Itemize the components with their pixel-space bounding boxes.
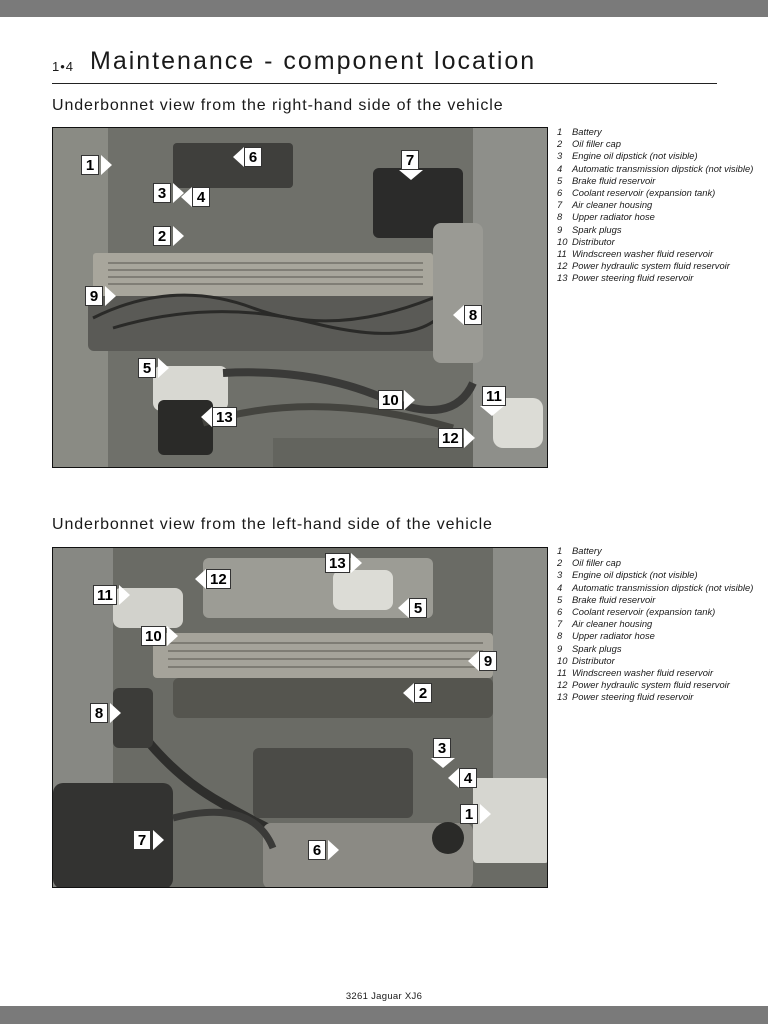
legend-left-hand-item-number: 11 [557, 667, 567, 679]
left-hand-callout-arrow [431, 758, 455, 768]
legend-left-hand-item-text: Power steering fluid reservoir [572, 691, 694, 703]
legend-right-hand-item-number: 4 [557, 162, 563, 174]
legend-right-hand-item-2 [557, 138, 757, 150]
right-hand-callout-arrow [201, 407, 212, 427]
legend-left-hand-item-number: 1 [557, 545, 563, 556]
right-hand-callout-number: 5 [138, 358, 156, 378]
engine-photo-right-hand [52, 127, 548, 468]
legend-right-hand-item-9 [557, 224, 757, 236]
legend-right-hand-item-10 [557, 236, 757, 248]
page-header [52, 47, 717, 84]
left-hand-callout-arrow [403, 683, 414, 703]
legend-right-hand-item-number: 10 [557, 235, 568, 247]
legend-left-hand-item-number: 4 [557, 581, 563, 593]
left-hand-callout-number: 6 [308, 840, 326, 860]
legend-right-hand-item-4 [557, 163, 757, 175]
legend-right-hand-item-12 [557, 260, 757, 272]
legend-left-hand-item-text: Engine oil dipstick (not visible) [572, 569, 698, 581]
right-hand-callout-arrow [233, 147, 244, 167]
right-hand-callout-arrow [105, 286, 116, 306]
legend-left-hand-item-number: 5 [557, 593, 563, 605]
legend-left-hand-item-text: Power hydraulic system fluid reservoir [572, 679, 730, 691]
top-bar [0, 0, 768, 17]
legend-left-hand-item-9 [557, 643, 757, 655]
legend-left-hand-item-number: 3 [557, 569, 563, 581]
left-hand-callout-number: 10 [141, 626, 166, 646]
legend-left-hand-item-number: 13 [557, 691, 568, 703]
legend-right-hand-item-8 [557, 211, 757, 223]
legend-right-hand-item-text: Power steering fluid reservoir [572, 272, 694, 284]
legend-left-hand-item-7 [557, 618, 757, 630]
legend-right-hand-item-7 [557, 199, 757, 211]
left-hand-callout-arrow [167, 626, 178, 646]
right-hand-callout-number: 1 [81, 155, 99, 175]
right-hand-callout-arrow [158, 358, 169, 378]
left-hand-callout-arrow [480, 804, 491, 824]
legend-left-hand-item-number: 7 [557, 618, 563, 630]
legend-right-hand-item-text: Spark plugs [572, 223, 622, 235]
left-hand-callout-arrow [119, 585, 130, 605]
legend-left-hand-item-1 [557, 545, 757, 557]
page-number: 1•4 [52, 59, 75, 74]
legend-right-hand-item-text: Brake fluid reservoir [572, 174, 656, 186]
right-hand-callout-number: 11 [482, 386, 506, 406]
legend-right-hand-item-text: Oil filler cap [572, 138, 621, 150]
bottom-bar [0, 1006, 768, 1024]
legend-right-hand-item-1 [557, 126, 757, 138]
legend-right-hand-item-text: Coolant reservoir (expansion tank) [572, 187, 716, 199]
legend-right-hand-item-text: Windscreen washer fluid reservoir [572, 248, 714, 260]
right-hand-callout-number: 10 [378, 390, 403, 410]
left-hand-callout-number: 9 [479, 651, 497, 671]
legend-left-hand-item-text: Windscreen washer fluid reservoir [572, 667, 714, 679]
left-hand-callout-number: 12 [206, 569, 231, 589]
left-hand-callout-arrow [153, 830, 164, 850]
engine-photo-right-hand-illustration [53, 128, 548, 468]
legend-left-hand-item-2 [557, 557, 757, 569]
right-hand-callout-number: 2 [153, 226, 171, 246]
legend-right-hand-item-text: Power hydraulic system fluid reservoir [572, 260, 730, 272]
legend-left-hand-item-text: Brake fluid reservoir [572, 593, 656, 605]
legend-left-hand-item-10 [557, 655, 757, 667]
legend-right-hand-item-3 [557, 150, 757, 162]
right-hand-callout-number: 13 [212, 407, 237, 427]
right-hand-callout-number: 4 [192, 187, 210, 207]
legend-right-hand-item-text: Upper radiator hose [572, 211, 655, 223]
right-hand-callout-arrow [464, 428, 475, 448]
legend-right-hand-item-number: 6 [557, 187, 563, 199]
right-hand-callout-arrow [101, 155, 112, 175]
page-footer: 3261 Jaguar XJ6 [345, 991, 423, 1002]
legend-right-hand-item-number: 9 [557, 223, 563, 235]
legend-left-hand-item-number: 9 [557, 642, 563, 654]
legend-right-hand-item-number: 13 [557, 272, 568, 284]
left-hand-callout-number: 8 [90, 703, 108, 723]
legend-right-hand-item-text: Distributor [572, 235, 615, 247]
legend-right-hand-item-13 [557, 272, 757, 284]
left-hand-callout-arrow [468, 651, 479, 671]
legend-right-hand [557, 126, 757, 285]
legend-right-hand-item-text: Air cleaner housing [572, 199, 653, 211]
legend-right-hand-item-11 [557, 248, 757, 260]
left-hand-callout-number: 4 [459, 768, 477, 788]
legend-left-hand [557, 545, 757, 704]
legend-left-hand-item-11 [557, 667, 757, 679]
section-title-left-hand: Underbonnet view from the left-hand side of the vehicle [52, 516, 493, 533]
legend-right-hand-item-text: Automatic transmission dipstick (not visible) [572, 162, 754, 174]
right-hand-callout-arrow [173, 226, 184, 246]
left-hand-callout-number: 3 [433, 738, 451, 758]
left-hand-callout-number: 2 [414, 683, 432, 703]
left-hand-callout-number: 1 [460, 804, 478, 824]
legend-left-hand-item-text: Battery [572, 545, 602, 556]
legend-right-hand-item-number: 11 [557, 248, 567, 260]
legend-right-hand-item-number: 7 [557, 199, 563, 211]
legend-left-hand-item-text: Coolant reservoir (expansion tank) [572, 606, 716, 618]
right-hand-callout-number: 9 [85, 286, 103, 306]
legend-left-hand-item-number: 10 [557, 654, 568, 666]
right-hand-callout-number: 12 [438, 428, 463, 448]
engine-photo-left-hand [52, 547, 548, 888]
legend-right-hand-item-number: 1 [557, 126, 563, 137]
right-hand-callout-arrow [404, 390, 415, 410]
page-title: Maintenance - component location [90, 47, 537, 75]
legend-left-hand-item-3 [557, 569, 757, 581]
legend-left-hand-item-text: Upper radiator hose [572, 630, 655, 642]
legend-left-hand-item-6 [557, 606, 757, 618]
left-hand-callout-number: 5 [409, 598, 427, 618]
left-hand-callout-arrow [195, 569, 206, 589]
right-hand-callout-arrow [399, 170, 423, 180]
left-hand-callout-arrow [328, 840, 339, 860]
legend-left-hand-item-4 [557, 582, 757, 594]
right-hand-callout-number: 6 [244, 147, 262, 167]
legend-left-hand-item-8 [557, 630, 757, 642]
legend-left-hand-item-13 [557, 691, 757, 703]
legend-right-hand-item-6 [557, 187, 757, 199]
left-hand-callout-number: 7 [133, 830, 151, 850]
legend-right-hand-item-text: Engine oil dipstick (not visible) [572, 150, 698, 162]
legend-left-hand-item-number: 12 [557, 679, 568, 691]
right-hand-callout-arrow [181, 187, 192, 207]
right-hand-callout-number: 7 [401, 150, 419, 170]
legend-left-hand-item-text: Spark plugs [572, 642, 622, 654]
legend-left-hand-item-number: 6 [557, 606, 563, 618]
legend-left-hand-item-number: 8 [557, 630, 563, 642]
legend-left-hand-item-5 [557, 594, 757, 606]
left-hand-callout-arrow [448, 768, 459, 788]
left-hand-callout-arrow [351, 553, 362, 573]
legend-right-hand-item-number: 8 [557, 211, 563, 223]
legend-left-hand-item-text: Automatic transmission dipstick (not visible) [572, 581, 754, 593]
right-hand-callout-number: 8 [464, 305, 482, 325]
legend-right-hand-item-5 [557, 175, 757, 187]
right-hand-callout-arrow [480, 406, 504, 416]
legend-left-hand-item-12 [557, 679, 757, 691]
legend-left-hand-item-text: Air cleaner housing [572, 618, 653, 630]
legend-left-hand-item-text: Distributor [572, 654, 615, 666]
left-hand-callout-number: 13 [325, 553, 350, 573]
right-hand-callout-number: 3 [153, 183, 171, 203]
legend-right-hand-item-number: 5 [557, 174, 563, 186]
legend-right-hand-item-number: 3 [557, 150, 563, 162]
section-title-right-hand: Underbonnet view from the right-hand side of the vehicle [52, 97, 504, 114]
left-hand-callout-arrow [110, 703, 121, 723]
legend-left-hand-item-text: Oil filler cap [572, 557, 621, 569]
legend-left-hand-item-number: 2 [557, 557, 563, 569]
legend-right-hand-item-number: 2 [557, 138, 563, 150]
legend-right-hand-item-number: 12 [557, 260, 568, 272]
left-hand-callout-arrow [398, 598, 409, 618]
legend-right-hand-item-text: Battery [572, 126, 602, 137]
left-hand-callout-number: 11 [93, 585, 117, 605]
right-hand-callout-arrow [453, 305, 464, 325]
